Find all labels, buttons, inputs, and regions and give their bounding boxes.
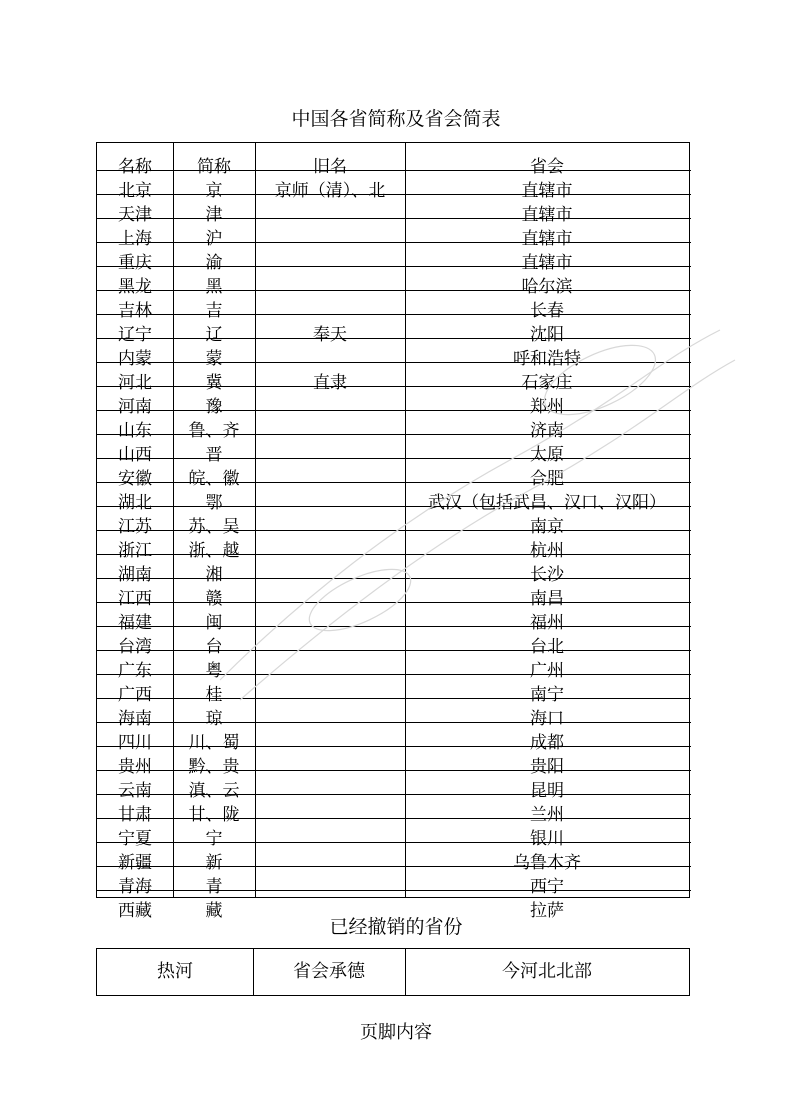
cell-capital: 武汉（包括武昌、汉口、汉阳）	[428, 493, 666, 513]
cell-old-name	[255, 731, 405, 755]
cell-name: 湖南	[118, 565, 152, 585]
abolished-name: 热河	[157, 961, 193, 982]
cell-abbr: 闽	[205, 613, 223, 633]
table-row	[97, 731, 689, 755]
cell-old-name	[255, 875, 405, 899]
cell-old-name	[255, 827, 405, 851]
cell-name: 青海	[118, 877, 152, 897]
cell-capital: 直辖市	[521, 229, 573, 249]
cell-old-name	[255, 563, 405, 587]
cell-capital: 成都	[530, 733, 564, 753]
cell-old-name	[255, 467, 405, 491]
row-divider	[97, 674, 691, 675]
cell-old-name: 京师（清）、北	[274, 181, 386, 201]
table-row	[97, 755, 689, 779]
row-divider	[97, 194, 691, 195]
cell-capital: 海口	[530, 709, 564, 729]
cell-name: 广东	[118, 661, 152, 681]
cell-abbr: 皖、徽	[188, 469, 240, 489]
cell-capital: 乌鲁木齐	[513, 853, 581, 873]
cell-name: 天津	[118, 205, 152, 225]
cell-old-name	[255, 203, 405, 227]
cell-old-name	[255, 515, 405, 539]
cell-capital: 济南	[530, 421, 564, 441]
cell-abbr: 吉	[205, 301, 223, 321]
row-divider	[97, 410, 691, 411]
cell-old-name	[255, 851, 405, 875]
cell-name: 黑龙	[118, 277, 152, 297]
cell-abbr: 桂	[205, 685, 223, 705]
cell-old-name	[255, 803, 405, 827]
cell-name: 台湾	[118, 637, 152, 657]
cell-capital: 福州	[530, 613, 564, 633]
cell-name: 广西	[118, 685, 152, 705]
cell-name: 河南	[118, 397, 152, 417]
row-divider	[97, 266, 691, 267]
cell-old-name	[255, 443, 405, 467]
page-footer: 页脚内容	[360, 1022, 432, 1043]
cell-name: 浙江	[118, 541, 152, 561]
cell-name: 山西	[118, 445, 152, 465]
cell-name: 江苏	[118, 517, 152, 537]
cell-abbr: 黑	[205, 277, 223, 297]
table-row	[97, 467, 689, 491]
table-row	[97, 611, 689, 635]
table-header-row	[97, 155, 689, 179]
cell-capital: 拉萨	[530, 901, 564, 921]
cell-name: 吉林	[118, 301, 152, 321]
cell-old-name	[255, 779, 405, 803]
cell-name: 贵州	[118, 757, 152, 777]
cell-capital: 直辖市	[521, 205, 573, 225]
cell-old-name	[255, 587, 405, 611]
cell-name: 北京	[118, 181, 152, 201]
table-row	[97, 515, 689, 539]
cell-name: 内蒙	[118, 349, 152, 369]
cell-abbr: 蒙	[205, 349, 223, 369]
table-row	[97, 275, 689, 299]
cell-capital: 太原	[530, 445, 564, 465]
row-divider	[97, 434, 691, 435]
row-divider	[97, 554, 691, 555]
cell-capital: 合肥	[530, 469, 564, 489]
row-divider	[97, 506, 691, 507]
cell-abbr: 黔、贵	[188, 757, 240, 777]
cell-name: 江西	[118, 589, 152, 609]
cell-capital: 台北	[530, 637, 564, 657]
row-divider	[97, 842, 691, 843]
cell-abbr: 川、蜀	[188, 733, 240, 753]
table-row	[97, 443, 689, 467]
table-row	[97, 299, 689, 323]
table-row	[97, 539, 689, 563]
cell-capital: 直辖市	[521, 181, 573, 201]
cell-name: 湖北	[118, 493, 152, 513]
table-row	[97, 635, 689, 659]
cell-name: 海南	[118, 709, 152, 729]
cell-abbr: 苏、吴	[188, 517, 240, 537]
cell-abbr: 简称	[197, 157, 231, 177]
table-row	[97, 203, 689, 227]
cell-old-name	[255, 419, 405, 443]
row-divider	[97, 794, 691, 795]
row-divider	[97, 746, 691, 747]
cell-old-name	[255, 683, 405, 707]
cell-old-name: 旧名	[313, 157, 347, 177]
cell-capital: 呼和浩特	[513, 349, 581, 369]
cell-name: 甘肃	[118, 805, 152, 825]
row-divider	[97, 170, 691, 171]
cell-abbr: 藏	[205, 901, 223, 921]
row-divider	[97, 362, 691, 363]
cell-name: 西藏	[118, 901, 152, 921]
abolished-note: 今河北北部	[502, 961, 592, 982]
row-divider	[97, 650, 691, 651]
table-row	[97, 851, 689, 875]
cell-old-name	[255, 611, 405, 635]
cell-abbr: 鄂	[205, 493, 223, 513]
abolished-capital: 省会承德	[293, 961, 365, 982]
cell-old-name: 直隶	[313, 373, 347, 393]
cell-name: 云南	[118, 781, 152, 801]
cell-abbr: 湘	[205, 565, 223, 585]
cell-capital: 省会	[530, 157, 564, 177]
cell-capital: 广州	[530, 661, 564, 681]
cell-abbr: 豫	[205, 397, 223, 417]
cell-old-name: 奉天	[313, 325, 347, 345]
cell-capital: 兰州	[530, 805, 564, 825]
cell-old-name	[255, 395, 405, 419]
cell-capital: 南宁	[530, 685, 564, 705]
table-row	[97, 683, 689, 707]
cell-abbr: 台	[205, 637, 223, 657]
row-divider	[97, 530, 691, 531]
cell-capital: 直辖市	[521, 253, 573, 273]
cell-abbr: 渝	[205, 253, 223, 273]
cell-capital: 沈阳	[530, 325, 564, 345]
cell-name: 辽宁	[118, 325, 152, 345]
cell-capital: 哈尔滨	[521, 277, 573, 297]
table-row	[97, 251, 689, 275]
cell-name: 河北	[118, 373, 152, 393]
table-row	[97, 563, 689, 587]
cell-capital: 贵阳	[530, 757, 564, 777]
cell-old-name	[255, 707, 405, 731]
cell-abbr: 琼	[205, 709, 223, 729]
cell-abbr: 京	[205, 181, 223, 201]
table-row	[97, 827, 689, 851]
row-divider	[97, 218, 691, 219]
row-divider	[97, 386, 691, 387]
row-divider	[97, 770, 691, 771]
table-row	[97, 587, 689, 611]
table-row	[97, 803, 689, 827]
row-divider	[97, 818, 691, 819]
cell-name: 四川	[118, 733, 152, 753]
cell-old-name	[255, 755, 405, 779]
cell-abbr: 辽	[205, 325, 223, 345]
cell-abbr: 浙、越	[188, 541, 240, 561]
province-table	[96, 142, 690, 921]
table-row	[97, 419, 689, 443]
cell-old-name	[255, 539, 405, 563]
row-divider	[97, 890, 691, 891]
cell-capital: 南昌	[530, 589, 564, 609]
row-divider	[97, 722, 691, 723]
table-row	[97, 707, 689, 731]
cell-abbr: 宁	[205, 829, 223, 849]
table-row	[97, 875, 689, 899]
cell-name: 福建	[118, 613, 152, 633]
table-row	[97, 491, 689, 515]
table-row	[97, 395, 689, 419]
row-divider	[97, 458, 691, 459]
table-row	[97, 179, 689, 203]
cell-abbr: 鲁、齐	[188, 421, 240, 441]
cell-name: 重庆	[118, 253, 152, 273]
table-row	[97, 659, 689, 683]
cell-name: 名称	[118, 157, 152, 177]
table-row	[97, 227, 689, 251]
table-row	[97, 347, 689, 371]
cell-name: 宁夏	[118, 829, 152, 849]
cell-capital: 南京	[530, 517, 564, 537]
cell-capital: 郑州	[530, 397, 564, 417]
document-title: 中国各省简称及省会简表	[291, 108, 501, 130]
cell-old-name	[255, 227, 405, 251]
cell-abbr: 津	[205, 205, 223, 225]
row-divider	[97, 242, 691, 243]
cell-capital: 银川	[530, 829, 564, 849]
row-divider	[97, 698, 691, 699]
cell-capital: 西宁	[530, 877, 564, 897]
cell-abbr: 赣	[205, 589, 223, 609]
row-divider	[97, 482, 691, 483]
cell-capital: 昆明	[530, 781, 564, 801]
table-row	[97, 323, 689, 347]
cell-name: 上海	[118, 229, 152, 249]
cell-abbr: 粤	[205, 661, 223, 681]
abolished-title: 已经撤销的省份	[329, 916, 463, 938]
cell-abbr: 晋	[205, 445, 223, 465]
cell-old-name	[255, 635, 405, 659]
table-row	[97, 371, 689, 395]
cell-old-name	[255, 299, 405, 323]
table-row	[97, 779, 689, 803]
cell-name: 新疆	[118, 853, 152, 873]
abolished-table	[96, 948, 690, 996]
cell-old-name	[255, 347, 405, 371]
row-divider	[97, 602, 691, 603]
cell-capital: 石家庄	[521, 373, 573, 393]
cell-old-name	[255, 491, 405, 515]
cell-old-name	[255, 251, 405, 275]
row-divider	[97, 338, 691, 339]
row-divider	[97, 314, 691, 315]
cell-name: 安徽	[118, 469, 152, 489]
row-divider	[97, 866, 691, 867]
cell-abbr: 沪	[205, 229, 223, 249]
cell-capital: 杭州	[530, 541, 564, 561]
cell-abbr: 冀	[205, 373, 223, 393]
cell-name: 山东	[118, 421, 152, 441]
cell-old-name	[255, 275, 405, 299]
row-divider	[97, 290, 691, 291]
cell-old-name	[255, 659, 405, 683]
cell-abbr: 青	[205, 877, 223, 897]
cell-abbr: 滇、云	[188, 781, 240, 801]
cell-abbr: 新	[205, 853, 223, 873]
cell-abbr: 甘、陇	[188, 805, 240, 825]
row-divider	[97, 626, 691, 627]
row-divider	[97, 578, 691, 579]
cell-capital: 长沙	[530, 565, 564, 585]
cell-capital: 长春	[530, 301, 564, 321]
